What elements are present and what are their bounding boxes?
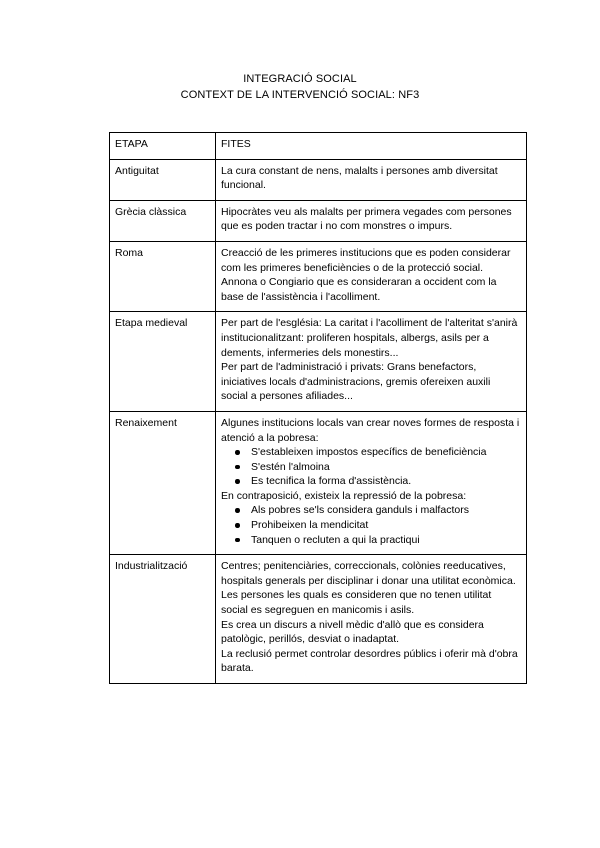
stage-cell: Grècia clàssica bbox=[110, 200, 216, 241]
milestone-text: Creacció de les primeres institucions que es poden considerar com les primeres beneficiències o de la protecció social. bbox=[221, 246, 511, 274]
milestone-text: La cura constant de nens, malalts i persones amb diversitat funcional. bbox=[221, 164, 498, 192]
list-item: Als pobres se'ls considera ganduls i malfactors bbox=[251, 503, 520, 518]
milestones-cell bbox=[216, 312, 527, 412]
header-etapa: ETAPA bbox=[110, 133, 216, 160]
stage-cell: Etapa medieval bbox=[110, 312, 216, 412]
milestone-text: Annona o Congiario que es consideraran a occident com la base de l'assistència i l'acolliment. bbox=[221, 276, 497, 303]
milestones-cell bbox=[216, 555, 527, 684]
stage-cell: Industrialització bbox=[110, 555, 216, 684]
list-item: Tanquen o recluten a qui la practiqui bbox=[251, 533, 520, 548]
header-fites: FITES bbox=[216, 133, 527, 160]
milestones-cell bbox=[216, 241, 527, 311]
bullet-list bbox=[221, 503, 520, 547]
milestone-text: Per part de l'església: La caritat i l'acolliment de l'alteritat s'anirà institucionalitzant: proliferen hospitals, albergs, asils per a dements, infermeries dels monestirs... bbox=[221, 317, 518, 359]
milestone-text: Centres; penitenciàries, correccionals, colònies reeducatives, hospitals generals per disciplinar i donar una utilitat econòmica. bbox=[221, 560, 516, 587]
milestones-cell bbox=[216, 411, 527, 554]
milestone-text: Hipocràtes veu als malalts per primera vegades com persones que es poden tractar i no com monstres o impurs. bbox=[221, 205, 512, 233]
list-item: S'estén l'almoina bbox=[251, 460, 520, 475]
stage-cell: Roma bbox=[110, 241, 216, 311]
bullet-list bbox=[221, 445, 520, 489]
document-header bbox=[0, 71, 600, 103]
milestone-intro: Algunes institucions locals van crear noves formes de resposta i atenció a la pobresa: bbox=[221, 416, 520, 444]
milestone-text: Les persones les quals es consideren que no tenen utilitat social es segreguen en manicomis i asils. bbox=[221, 589, 492, 617]
milestone-intro: En contraposició, existeix la repressió de la pobresa: bbox=[221, 489, 467, 502]
table-row bbox=[110, 555, 527, 684]
table-row bbox=[110, 312, 527, 412]
list-item: Prohibeixen la mendicitat bbox=[251, 518, 520, 533]
milestone-text: Per part de l'administració i privats: Grans benefactors, iniciatives locals d'administracions, gremis ofereixen auxili social a persones afiliades... bbox=[221, 361, 491, 403]
stage-cell: Antiguitat bbox=[110, 159, 216, 200]
subject-title: INTEGRACIÓ SOCIAL bbox=[243, 73, 357, 85]
table-row bbox=[110, 411, 527, 554]
stages-table bbox=[109, 132, 527, 684]
milestones-cell bbox=[216, 200, 527, 241]
milestone-text: Es crea un discurs a nivell mèdic d'allò que es considera patològic, perillós, desviat o inadaptat. bbox=[221, 618, 484, 646]
table-row bbox=[110, 241, 527, 311]
list-item: S'estableixen impostos específics de beneficiència bbox=[251, 445, 520, 460]
table-row bbox=[110, 200, 527, 241]
table-row bbox=[110, 159, 527, 200]
milestone-text: La reclusió permet controlar desordres públics i oferir mà d'obra barata. bbox=[221, 647, 518, 675]
unit-title: CONTEXT DE LA INTERVENCIÓ SOCIAL: NF3 bbox=[180, 89, 420, 101]
milestones-cell bbox=[216, 159, 527, 200]
list-item: Es tecnifica la forma d'assistència. bbox=[251, 474, 520, 489]
stage-cell: Renaixement bbox=[110, 411, 216, 554]
table-header-row bbox=[110, 133, 527, 160]
